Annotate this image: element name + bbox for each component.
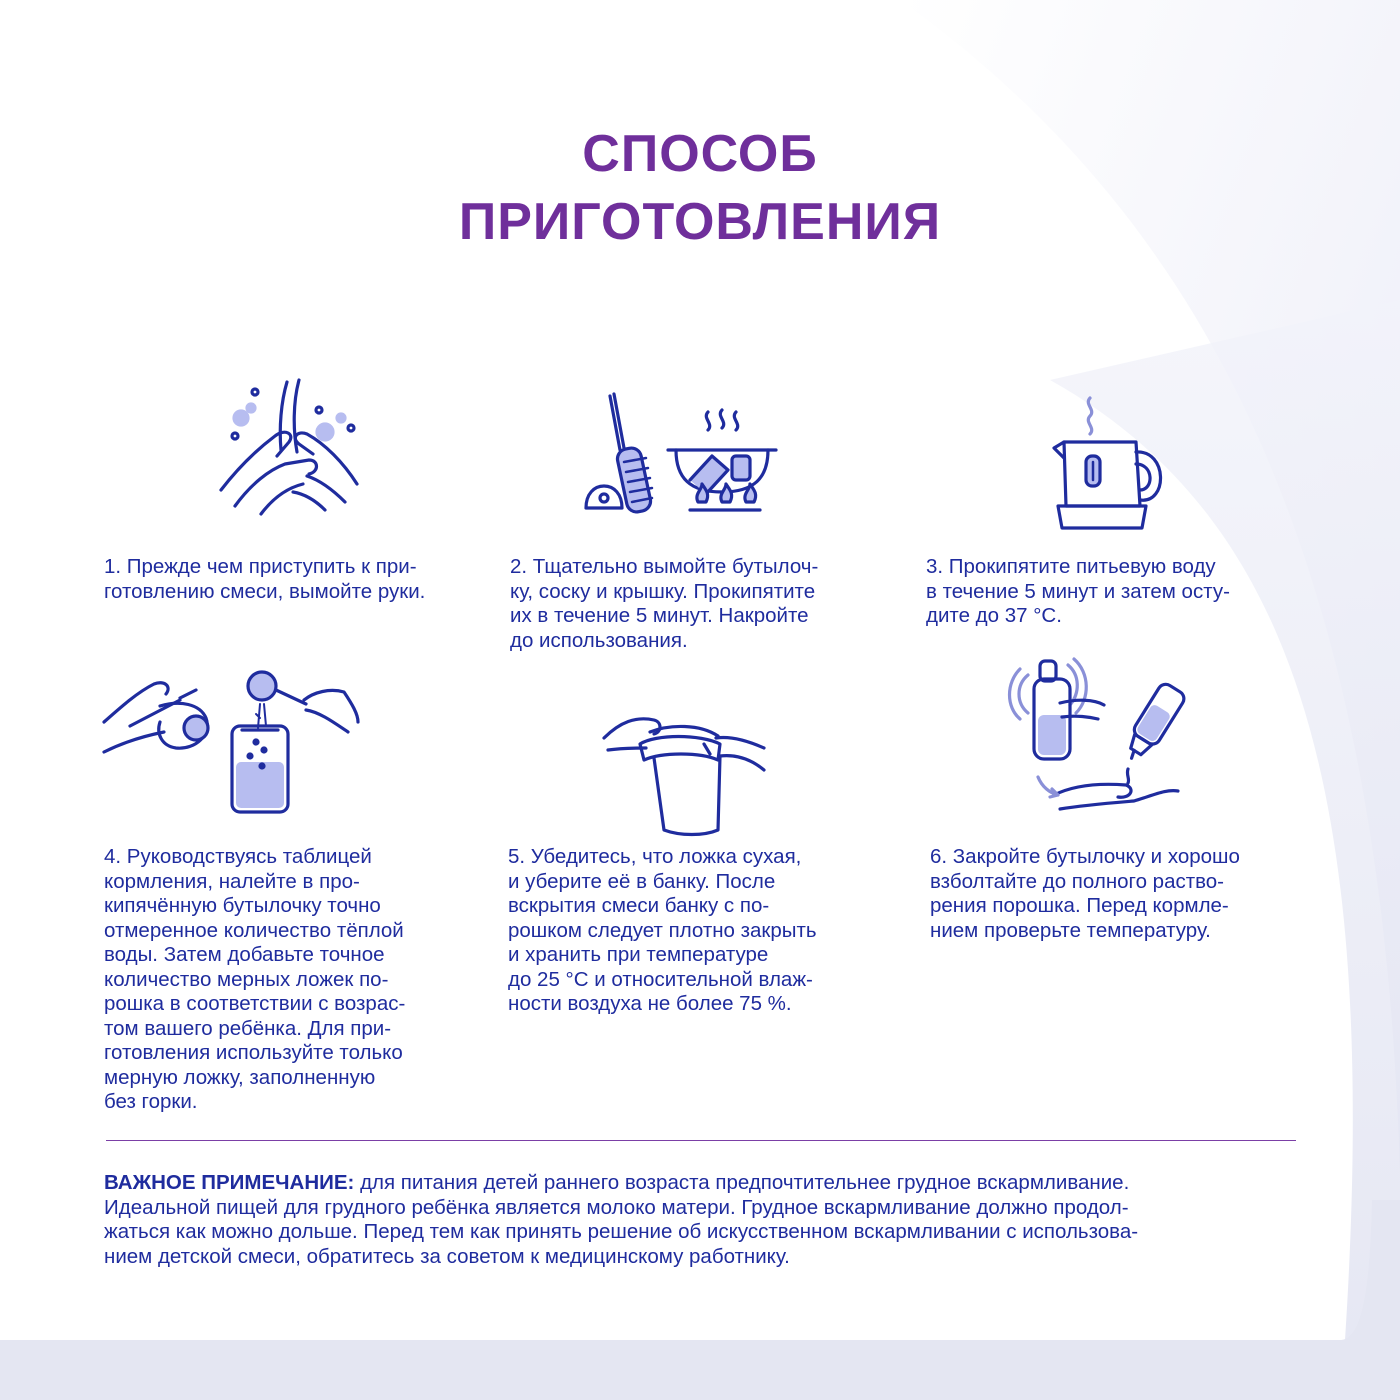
sterilize-bottle-icon [580,390,780,520]
section-divider [106,1140,1296,1141]
page-title-line-2: ПРИГОТОВЛЕНИЯ [458,193,942,251]
step-3-text: 3. Прокипятите питьевую воду в течение 5 минут и затем осту- дите до 37 °С. [926,555,1230,627]
page-title [0,120,1400,256]
close-can-icon [600,708,770,838]
important-note-label: ВАЖНОЕ ПРИМЕЧАНИЕ: [104,1171,355,1194]
step-6-text: 6. Закройте бутылочку и хорошо взболтайте до полного раство- рения порошка. Перед кормле- нием проверьте температуру. [930,845,1240,942]
hand-washing-icon [215,378,365,528]
important-note [104,1171,1304,1269]
measuring-spoon-icon [100,670,365,815]
important-note-text: для питания детей раннего возраста предпочтительнее грудное вскармливание. Идеальной пищей для грудного ребёнка является молоко матери. Грудное вскармливание должно продол- жаться как можно дольше. Перед тем как принять решение об искусственном вскармливании с использова- нием детской смеси, обратитесь за советом к медицинскому работнику. [104,1171,1139,1268]
step-1-text: 1. Прежде чем приступить к при- готовлению смеси, вымойте руки. [104,555,426,603]
step-2-text: 2. Тщательно вымойте бутылоч- ку, соску и крышку. Прокипятите их в течение 5 минут. Накройте до использования. [510,555,819,652]
shake-bottle-icon [1010,655,1190,825]
step-4-text: 4. Руководствуясь таблицей кормления, налейте в про- кипячённую бутылочку точно отмеренное количество тёплой воды. Затем добавьте точное количество мерных ложек по- рошка в соответствии с возрас- том вашего ребёнка. Для при- готовления используйте только мерную ложку, заполненную без горки. [104,845,406,1113]
page-title-line-1: СПОСОБ [582,125,818,183]
step-5-text: 5. Убедитесь, что ложка сухая, и уберите её в банку. После вскрытия смеси банку с по- рошком следует плотно закрыть и хранить при температуре до 25 °С и относительной влаж- ности воздуха не более 75 %. [508,845,817,1015]
kettle-icon [1050,392,1170,532]
